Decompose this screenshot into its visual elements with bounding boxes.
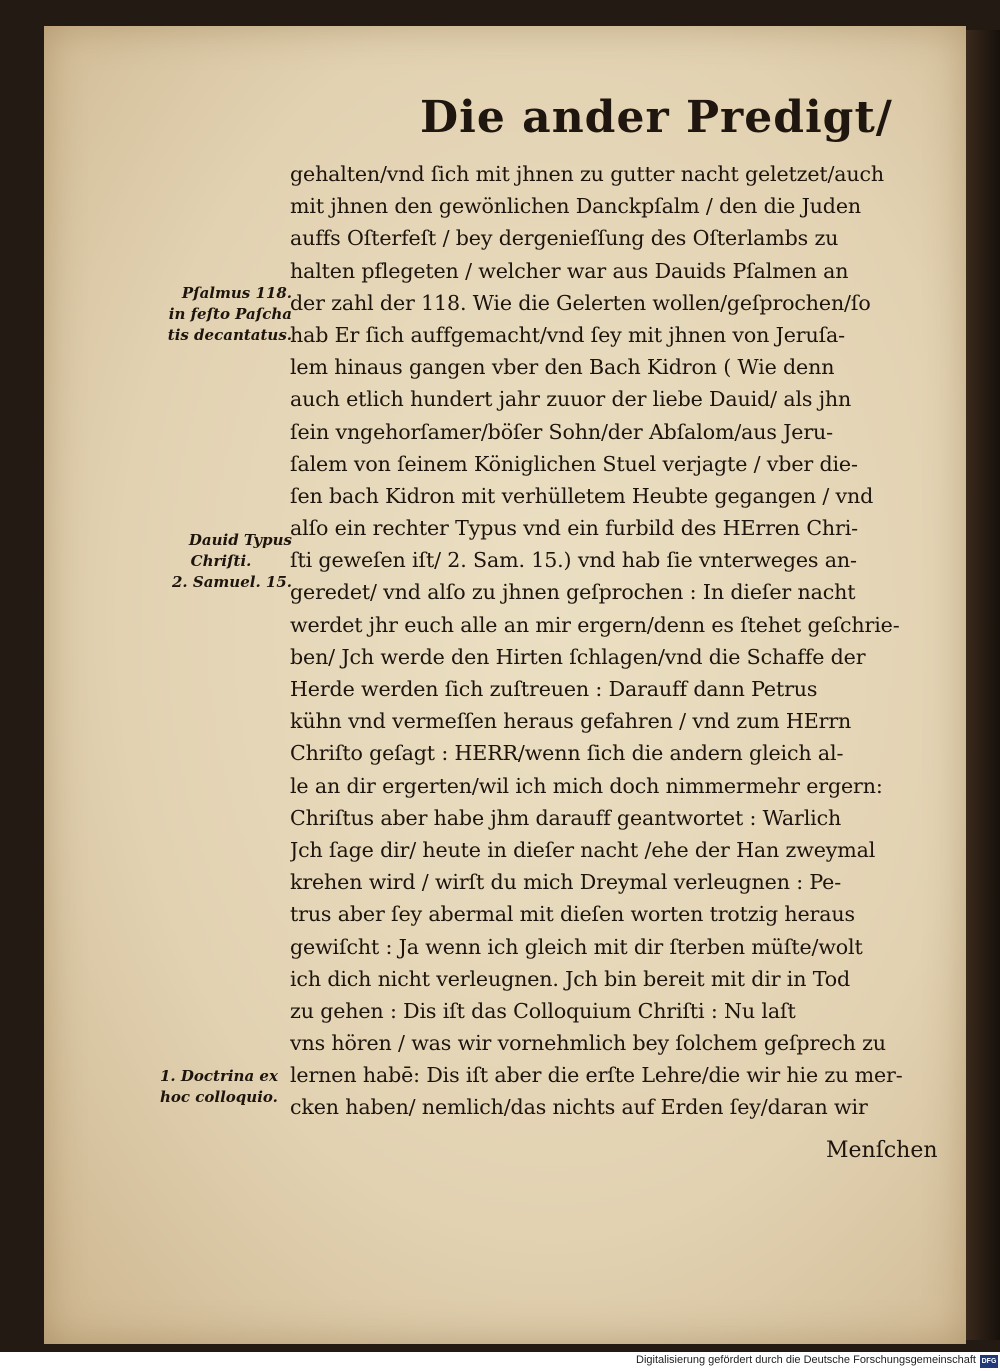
margin-note-line: 1. Doctrina ex	[160, 1067, 278, 1085]
text-line: lernen habē: Dis iſt aber die erſte Lehre/die wir hie zu mer-	[290, 1063, 903, 1088]
margin-note-line: Dauid Typus	[188, 531, 292, 549]
text-line: le an dir ergerten/wil ich mich doch nimmermehr ergern:	[290, 773, 883, 798]
text-line: auffs Oſterfeſt / bey dergenieſſung des Oſterlambs zu	[290, 226, 839, 251]
margin-note-doctrina	[160, 1066, 302, 1108]
text-line: mit jhnen den gewönlichen Danckpſalm / den die Juden	[290, 194, 861, 219]
margin-note-line: Pſalmus 118.	[181, 284, 292, 302]
text-line: cken haben/ nemlich/das nichts auf Erden ſey/daran wir	[290, 1095, 868, 1120]
footer-bar	[0, 1352, 1000, 1371]
text-line: hab Er ſich auffgemacht/vnd ſey mit jhnen von Jeruſa-	[290, 322, 845, 347]
text-line: geredet/ vnd alſo zu jhnen geſprochen : In dieſer nacht	[290, 580, 856, 605]
margin-note-line: hoc colloquio.	[160, 1088, 278, 1106]
running-head: Die ander Predigt/	[420, 92, 893, 143]
book-edge	[966, 30, 1000, 1340]
text-line: lem hinaus gangen vber den Bach Kidron ( Wie denn	[290, 355, 835, 380]
text-line: zu gehen : Dis iſt das Colloquium Chriſti : Nu laſt	[290, 998, 796, 1023]
text-line: gewiſcht : Ja wenn ich gleich mit dir ſterben müſte/wolt	[290, 934, 863, 959]
text-line: ich dich nicht verleugnen. Jch bin bereit mit dir in Tod	[290, 966, 850, 991]
body-text	[290, 158, 950, 1124]
text-line: Chriſto geſagt : HERR/wenn ſich die andern gleich al-	[290, 741, 844, 766]
margin-note-line: tis decantatus.	[167, 326, 292, 344]
text-line: vns hören / was wir vornehmlich bey ſolchem geſprech zu	[290, 1031, 886, 1056]
text-line: krehen wird / wirſt du mich Dreymal verleugnen : Pe-	[290, 870, 842, 895]
text-line: ſti geweſen iſt/ 2. Sam. 15.) vnd hab ſie vnterweges an-	[290, 548, 857, 573]
margin-note-psalm	[150, 283, 292, 346]
margin-note-david	[150, 530, 292, 593]
text-line: trus aber ſey abermal mit dieſen worten trotzig heraus	[290, 902, 855, 927]
text-line: der zahl der 118. Wie die Gelerten wollen/geſprochen/ſo	[290, 290, 871, 315]
margin-note-line: Chriſti.	[190, 552, 252, 570]
text-line: ſalem von ſeinem Königlichen Stuel verjagte / vber die-	[290, 451, 858, 476]
text-line: ben/ Jch werde den Hirten ſchlagen/vnd die Schaffe der	[290, 644, 866, 669]
dfg-logo: DFG	[980, 1355, 998, 1368]
text-line: Herde werden ſich zuſtreuen : Darauff dann Petrus	[290, 677, 818, 701]
text-line: Chriſtus aber habe jhm darauff geantwortet : Warlich	[290, 805, 842, 830]
margin-note-line: in feſto Paſcha	[168, 305, 292, 323]
text-line: auch etlich hundert jahr zuuor der liebe Dauid/ als jhn	[290, 387, 852, 412]
text-line: ſein vngehorſamer/böſer Sohn/der Abſalom/aus Jeru-	[290, 419, 833, 444]
text-line: halten pflegeten / welcher war aus Dauids Pſalmen an	[290, 258, 849, 283]
text-line: Jch ſage dir/ heute in dieſer nacht /ehe der Han zweymal	[290, 837, 876, 862]
catchword: Menſchen	[826, 1138, 938, 1163]
text-line: werdet jhr euch alle an mir ergern/denn es ſtehet geſchrie-	[290, 612, 900, 637]
margin-note-line: 2. Samuel. 15.	[172, 573, 292, 591]
text-line: gehalten/vnd ſich mit jhnen zu gutter nacht geletzet/auch	[290, 162, 885, 186]
text-line: kühn vnd vermeſſen heraus gefahren / vnd zum HErrn	[290, 709, 852, 734]
text-line: ſen bach Kidron mit verhülletem Heubte gegangen / vnd	[290, 483, 874, 508]
text-line: alſo ein rechter Typus vnd ein furbild des HErren Chri-	[290, 516, 858, 541]
footer-credit: Digitalisierung gefördert durch die Deutsche Forschungsgemeinschaft	[636, 1354, 976, 1366]
